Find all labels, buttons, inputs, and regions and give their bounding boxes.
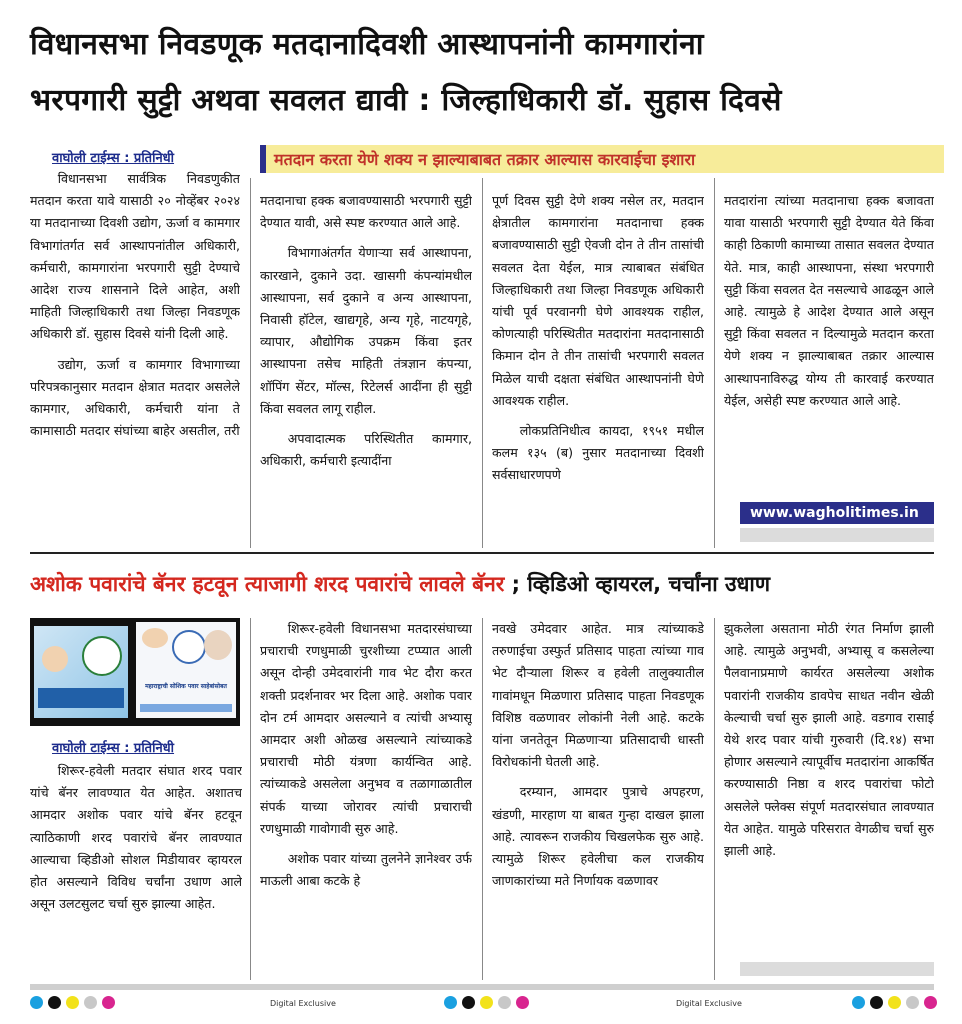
- yellow-dot: [888, 996, 901, 1009]
- cyan-dot: [444, 996, 457, 1009]
- banner-right-image: [136, 622, 236, 718]
- paragraph: पूर्ण दिवस सुट्टी देणे शक्य नसेल तर, मतदान क्षेत्रातील कामगारांना मतदानाचा हक्क बजावण्यासाठी सुट्टी ऐवजी दोन ते तीन तासांची सवलत देता येईल, मात्र त्याबाबत संबंधित जिल्हाधिकारी तथा जिल्हा निवडणूक अधिकारी यांची पूर्व परवानगी घेणे आवश्यक राहील, कोणत्याही परिस्थितीत मतदारांना मतदानासाठी किमान दोन ते तीन तासांची भरपगारी सवलत मिळेल याची दक्षता संबंधित आस्थापनांनी घेणे आवश्यक राहील.: [492, 193, 704, 408]
- portrait-icon: [204, 630, 232, 660]
- banner-left-image: [34, 626, 128, 718]
- gray-strip: [740, 528, 934, 542]
- paragraph: मतदानाचा हक्क बजावण्यासाठी भरपगारी सुट्टी देण्यात यावी, असे स्पष्ट करण्यात आले आहे.: [260, 193, 472, 231]
- magenta-dot: [102, 996, 115, 1009]
- magenta-dot: [924, 996, 937, 1009]
- paragraph: अशोक पवार यांच्या तुलनेने ज्ञानेश्वर उर्फ माऊली आबा कटके हे: [260, 851, 472, 889]
- footer-label: Digital Exclusive: [270, 999, 336, 1008]
- black-dot: [462, 996, 475, 1009]
- footer-rule: [30, 984, 934, 990]
- cyan-dot: [852, 996, 865, 1009]
- byline: वाघोली टाईम्स : प्रतिनिधी: [52, 741, 175, 756]
- section-divider: [30, 552, 934, 554]
- byline: वाघोली टाईम्स : प्रतिनिधी: [52, 151, 175, 166]
- column-divider: [250, 178, 251, 548]
- face-icon: [142, 628, 168, 648]
- sub-headline: मतदान करता येणे शक्य न झाल्याबाबत तक्रार आल्यास कारवाईचा इशारा: [260, 145, 944, 173]
- article-column-4: [724, 618, 934, 958]
- paragraph: शिरूर-हवेली मतदार संघात शरद पवार यांचे बॅनर लावण्यात येत आहेत. अशातच आमदार अशोक पवार यांचे बॅनर हटवून त्याठिकाणी शरद पवारांचे बॅनर लावण्यात आल्याचा व्हिडीओ सोशल मिडीयावर व्हायरल होत असल्याने विविध चर्चांना उधाण आले असून उलटसुलट चर्चा सुरु झाल्या आहेत.: [30, 763, 242, 912]
- paragraph: शिरूर-हवेली विधानसभा मतदारसंघाच्या प्रचाराची रणधुमाळी चुरशीच्या टप्प्यात आली असून दोन्ही उमेदवारांनी गाव भेट दौरा करत शक्ती प्रदर्शनावर भर दिला आहे. अशोक पवार दोन टर्म आमदार असल्याने व त्यांची अभ्यासू आमदार अशी ओळख असल्याने त्यांच्याकडे प्रचाराची मोठी यंत्रणा कार्यन्वित आहे. त्यांच्याकडे असलेला अनुभव व तळागाळातील संपर्क याच्या जोरावर त्यांची प्रचाराची रणधुमाळी गावोगावी सुरु आहे.: [260, 621, 472, 836]
- paragraph: अपवादात्मक परिस्थितीत कामगार, अधिकारी, कर्मचारी इत्यादींना: [260, 431, 472, 469]
- paragraph: नवखे उमेदवार आहेत. मात्र त्यांच्याकडे तरुणाईचा उस्फुर्त प्रतिसाद पाहता त्यांच्या गाव भेट दौऱ्याला शिरूर व हवेली तालुक्यातील गावांमधून मिळणारा प्रतिसाद पाहता निवडणूक विशिष्ठ वळणावर लोकांनी नेली आहे. कटके यांना जनतेतून मिळणाऱ्या प्रतिसादाची धास्ती विरोधकांनी घेतली आहे.: [492, 621, 704, 770]
- column-divider: [250, 618, 251, 980]
- paragraph: झुकलेला असताना मोठी रंगत निर्माण झाली आहे. त्यामुळे अनुभवी, अभ्यासू व कसलेल्या पैलवानाप्रमाणे कार्यरत असलेल्या अशोक पवारांनी राजकीय डावपेच साधत नवीन खेळी केल्याची चर्चा सुरु झाली आहे. वडगाव रासाई येथे शरद पवार यांची गुरुवारी (दि.१४) सभा होणार असल्याने त्यापूर्वीच मतदारांना आकर्षित करण्यासाठी निष्ठा व शरद पवारांचा फोटो असलेले फ्लेक्स संपूर्ण मतदारसंघात लावण्यात येत आहेत. यामुळे परिसरात वेगळीच चर्चा सुरु झाली आहे.: [724, 621, 934, 859]
- headline-black-part: ; व्हिडिओ व्हायरल, चर्चांना उधाण: [504, 572, 771, 596]
- paragraph: विभागाअंतर्गत येणाऱ्या सर्व आस्थापना, कारखाने, दुकाने उदा. खासगी कंपन्यांमधील आस्थापना, सर्व दुकाने व अन्य आस्थापना, निवासी हॉटेल, खाद्यगृहे, अन्य गृहे, नाटयगृहे, व्यापार, औद्योगिक उपक्रम किंवा इतर आस्थापना तसेच माहिती तंत्रज्ञान कंपन्या, शॉपिंग सेंटर, मॉल्स, रिटेलर्स आदींना ही सुट्टी किंवा सवलत लागू राहील.: [260, 245, 472, 416]
- cyan-dot: [30, 996, 43, 1009]
- gray-dot: [906, 996, 919, 1009]
- banner-caption: महाराष्ट्राची सोशिक पवार साहेबांसोबत: [145, 683, 227, 690]
- article-column-3: [492, 618, 704, 980]
- column-divider: [714, 618, 715, 980]
- black-dot: [870, 996, 883, 1009]
- banner-strip: [38, 688, 124, 708]
- yellow-dot: [480, 996, 493, 1009]
- website-link[interactable]: www.wagholitimes.in: [740, 502, 934, 524]
- headline-red-part: अशोक पवारांचे बॅनर हटवून त्याजागी शरद पवारांचे लावले बॅनर: [30, 572, 505, 596]
- headline-line1: विधानसभा निवडणूक मतदानादिवशी आस्थापनांनी कामगारांना: [30, 27, 704, 62]
- gray-strip: [740, 962, 934, 976]
- registration-dots-left: [30, 996, 115, 1009]
- registration-dots-center: [444, 996, 529, 1009]
- black-dot: [48, 996, 61, 1009]
- clock-icon: [82, 636, 122, 676]
- article-column-2: [260, 190, 472, 546]
- paragraph: उद्योग, ऊर्जा व कामगार विभागाच्या परिपत्रकानुसार मतदान क्षेत्रात मतदार असलेले कामगार, अधिकारी, कर्मचारी यांना ते कामासाठी मतदार संघांच्या बाहेर असतील, तरी: [30, 356, 240, 439]
- footer-label: Digital Exclusive: [676, 999, 742, 1008]
- paragraph: विधानसभा सार्वत्रिक निवडणुकीत मतदान करता यावे यासाठी २० नोव्हेंबर २०२४ या मतदानाच्या दिवशी उद्योग, ऊर्जा व कामगार विभागांतर्गत सर्व आस्थापनांतील अधिकारी, कर्मचारी, कामगारांना भरपगारी सुट्टी देण्याचे आदेश राज्य शासनाने दिले आहेत, अशी माहिती जिल्हाधिकारी तथा जिल्हा निवडणूक अधिकारी डॉ. सुहास दिवसे यांनी दिली आहे.: [30, 171, 240, 342]
- registration-dots-right: [852, 996, 937, 1009]
- news-photo: [30, 618, 240, 726]
- gray-dot: [498, 996, 511, 1009]
- article-column-1: [30, 760, 242, 980]
- column-divider: [482, 618, 483, 980]
- headline-line2: भरपगारी सुट्टी अथवा सवलत द्यावी : जिल्हाधिकारी डॉ. सुहास दिवसे: [30, 83, 782, 118]
- banner-strip: [140, 704, 232, 712]
- face-icon: [42, 646, 68, 672]
- paragraph: मतदारांना त्यांच्या मतदानाचा हक्क बजावता यावा यासाठी भरपगारी सुट्टी देण्यात येते किंवा काही ठिकाणी कामाच्या तासात सवलत देण्यात येते. मात्र, काही आस्थापना, संस्था भरपगारी सुट्टी किंवा सवलत देत नसल्याचे आढळून आले आहे. त्यामुळे हे आदेश देण्यात आले असून सुट्टी किंवा सवलत न दिल्यामुळे मतदान करता येणे शक्य न झाल्याबाबत तक्रार आल्यास आस्थापनाविरुद्ध योग्य ती कारवाई करण्यात येईल, असेही स्पष्ट करण्यात आले आहे.: [724, 193, 934, 408]
- magenta-dot: [516, 996, 529, 1009]
- headline-article2: [30, 570, 770, 598]
- column-divider: [482, 178, 483, 548]
- article-column-3: [492, 190, 704, 546]
- column-divider: [714, 178, 715, 548]
- article-column-1: [30, 168, 240, 546]
- clock-icon: [172, 630, 206, 664]
- paragraph: लोकप्रतिनिधीत्व कायदा, १९५१ मधील कलम १३५ (ब) नुसार मतदानाच्या दिवशी सर्वसाधारणपणे: [492, 423, 704, 483]
- gray-dot: [84, 996, 97, 1009]
- article-column-4: [724, 190, 934, 500]
- yellow-dot: [66, 996, 79, 1009]
- paragraph: दरम्यान, आमदार पुत्राचे अपहरण, खंडणी, मारहाण या बाबत गुन्हा दाखल झाला आहे. त्यावरून राजकीय चिखलफेक सुरु आहे. त्यामुळे शिरूर हवेलीचा कल राजकीय जाणकारांच्या मते निर्णायक वळणावर: [492, 784, 704, 889]
- article-column-2: [260, 618, 472, 980]
